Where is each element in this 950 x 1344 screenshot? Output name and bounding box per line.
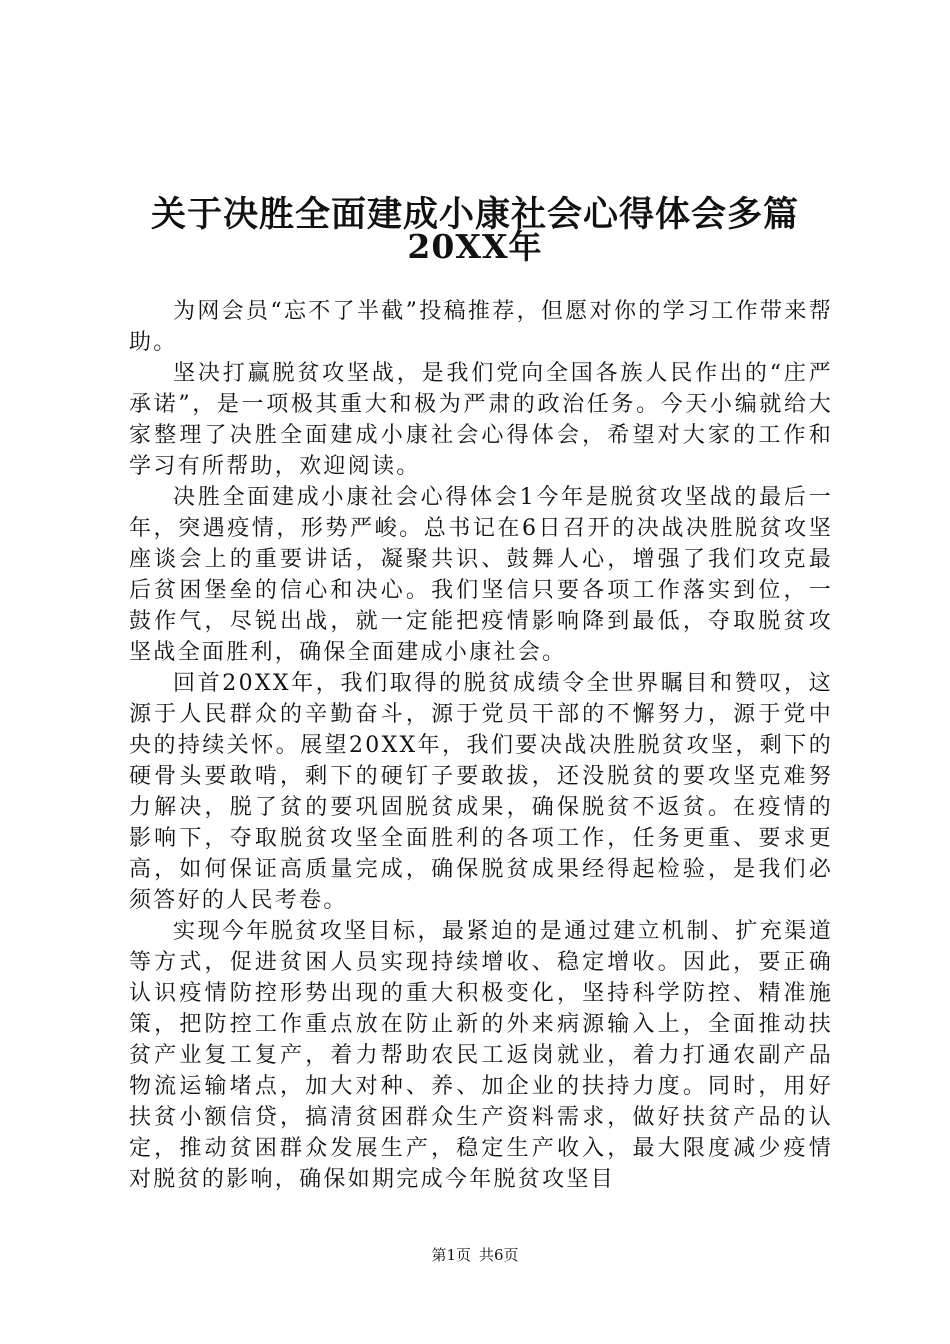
document-title-line-2: 20XX年 xyxy=(407,227,543,266)
page-number: 第1页 xyxy=(431,1246,471,1264)
page-footer xyxy=(0,1244,950,1265)
page-total: 共6页 xyxy=(479,1246,519,1264)
document-body xyxy=(129,296,833,1195)
paragraph-1: 决胜全面建成小康社会心得体会1今年是脱贫攻坚战的最后一年，突遇疫情，形势严峻。总书记在6日召开的决战决胜脱贫攻坚座谈会上的重要讲话，凝聚共识、鼓舞人心，增强了我们攻克最后贫困堡垒的信心和决心。我们坚信只要各项工作落实到位，一鼓作气，尽锐出战，就一定能把疫情影响降到最低，夺取脱贫攻坚战全面胜利，确保全面建成小康社会。 xyxy=(129,485,833,665)
paragraph-preface: 坚决打赢脱贫攻坚战，是我们党向全国各族人民作出的“庄严承诺”，是一项极其重大和极为严肃的政治任务。今天小编就给大家整理了决胜全面建成小康社会心得体会，希望对大家的工作和学习有所帮助，欢迎阅读。 xyxy=(129,361,833,479)
document-title-line-1: 关于决胜全面建成小康社会心得体会多篇 xyxy=(150,194,799,235)
paragraph-2: 回首20XX年，我们取得的脱贫成绩令全世界瞩目和赞叹，这源于人民群众的辛勤奋斗，源于党员干部的不懈努力，源于党中央的持续关怀。展望20XX年，我们要决战决胜脱贫攻坚，剩下的硬骨头要敢啃，剩下的硬钉子要敢拔，还没脱贫的要攻坚克难努力解决，脱了贫的要巩固脱贫成果，确保脱贫不返贫。在疫情的影响下，夺取脱贫攻坚全面胜利的各项工作，任务更重、要求更高，如何保证高质量完成，确保脱贫成果经得起检验，是我们必须答好的人民考卷。 xyxy=(129,671,833,913)
paragraph-intro: 为网会员“忘不了半截”投稿推荐，但愿对你的学习工作带来帮助。 xyxy=(129,299,833,355)
paragraph-3: 实现今年脱贫攻坚目标，最紧迫的是通过建立机制、扩充渠道等方式，促进贫困人员实现持续增收、稳定增收。因此，要正确认识疫情防控形势出现的重大积极变化，坚持科学防控、精准施策，把防控工作重点放在防止新的外来病源输入上，全面推动扶贫产业复工复产，着力帮助农民工返岗就业，着力打通农副产品物流运输堵点，加大对种、养、加企业的扶持力度。同时，用好扶贫小额信贷，搞清贫困群众生产资料需求，做好扶贫产品的认定，推动贫困群众发展生产，稳定生产收入，最大限度减少疫情对脱贫的影响，确保如期完成今年脱贫攻坚目 xyxy=(129,919,833,1192)
